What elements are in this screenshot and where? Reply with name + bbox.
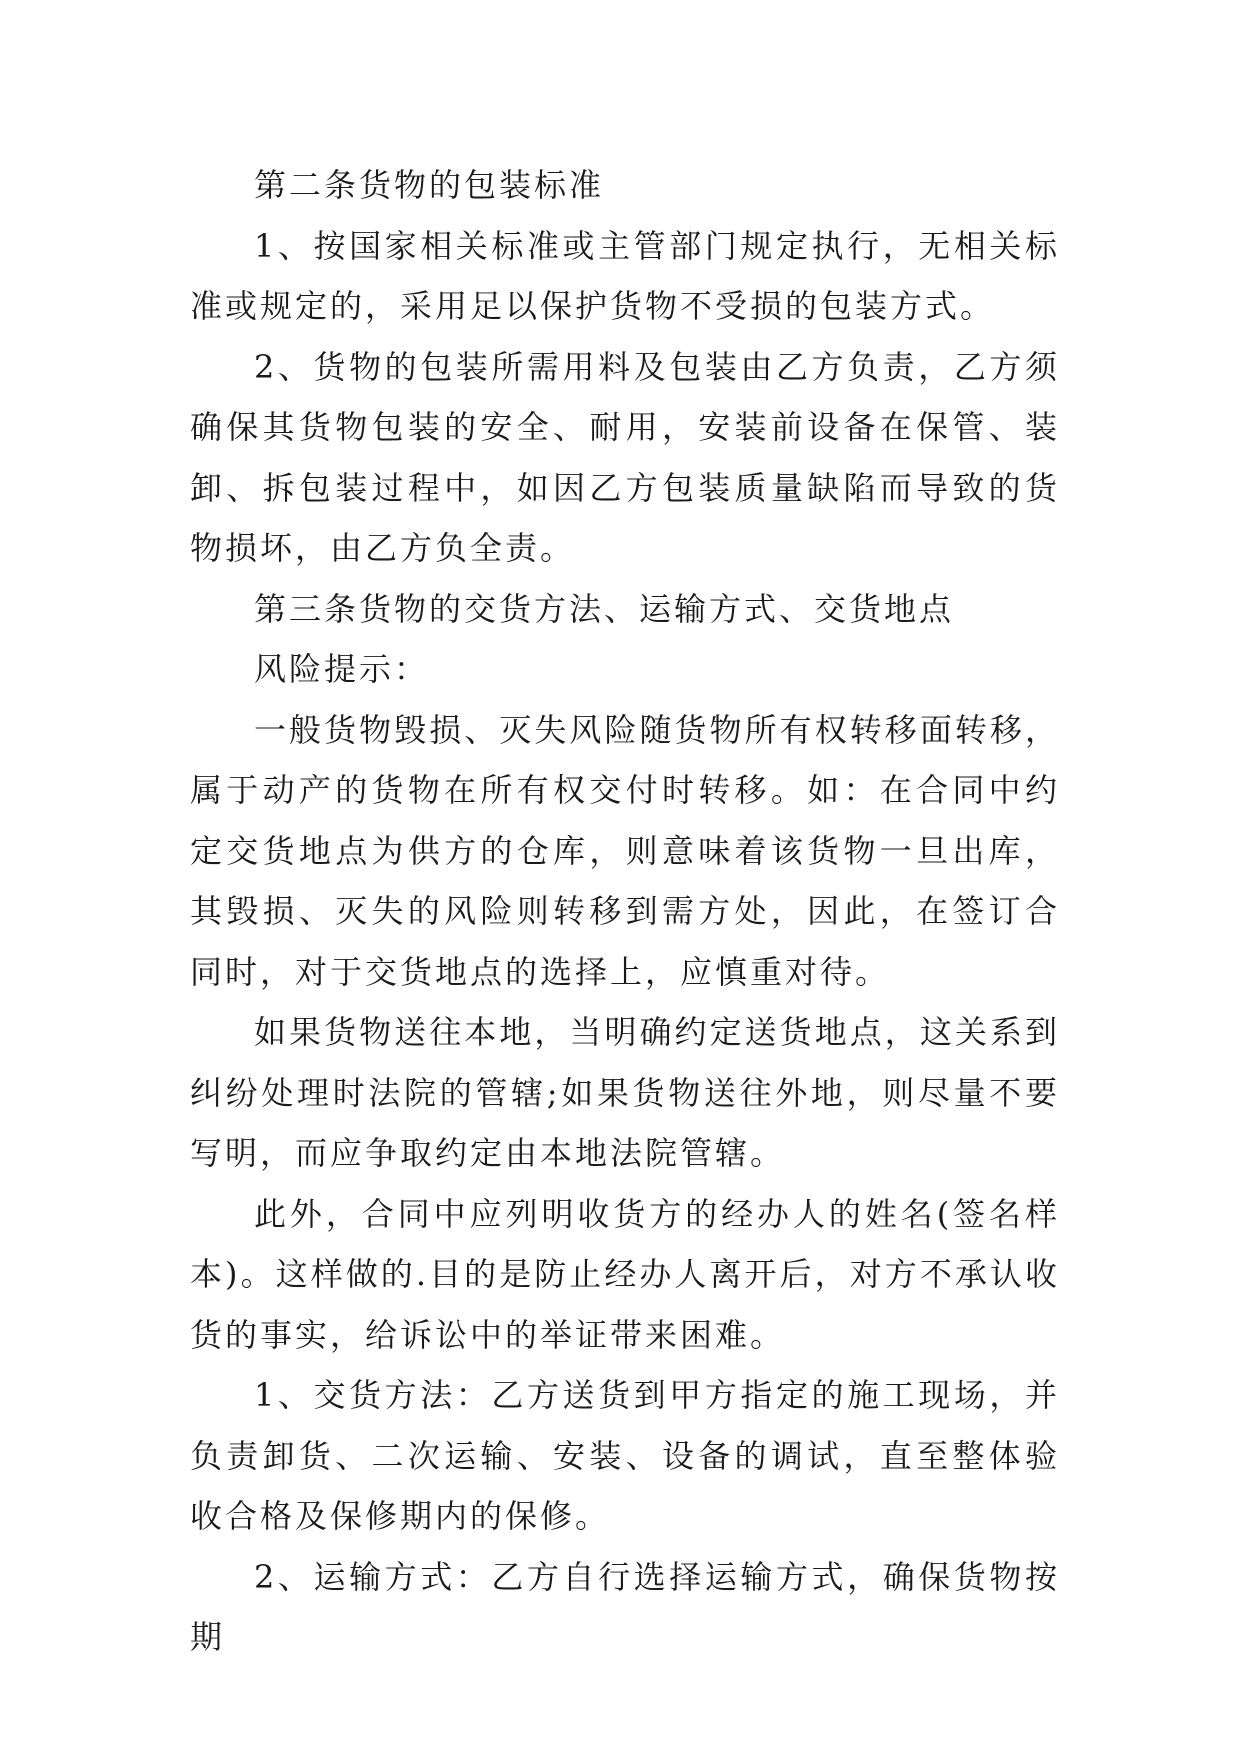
risk-notice-heading: 风险提示： xyxy=(254,650,430,688)
section-heading-delivery: 第三条货物的交货方法、运输方式、交货地点 xyxy=(254,589,955,628)
delivery-clause-1: 1、交货方法：乙方送货到甲方指定的施工现场，并负责卸货、二次运输、安装、设备的调试，直至整体验收合格及保修期内的保修。 xyxy=(190,1376,1060,1535)
section-heading-packaging: 第二条货物的包装标准 xyxy=(254,166,605,204)
packaging-clause-1: 1、按国家相关标准或主管部门规定执行，无相关标准或规定的，采用足以保护货物不受损的包装方式。 xyxy=(190,226,1060,325)
risk-notice-paragraph-2: 如果货物送往本地，当明确约定送货地点，这关系到纠纷处理时法院的管辖;如果货物送往外地，则尽量不要写明，而应争取约定由本地法院管辖。 xyxy=(190,1013,1060,1172)
document-body xyxy=(190,155,1060,1668)
risk-notice-paragraph-1: 一般货物毁损、灭失风险随货物所有权转移面转移，属于动产的货物在所有权交付时转移。如：在合同中约定交货地点为供方的仓库，则意味着该货物一旦出库，其毁损、灭失的风险则转移到需方处，因此，在签订合同时，对于交货地点的选择上，应慎重对待。 xyxy=(190,710,1060,991)
delivery-clause-2: 2、运输方式：乙方自行选择运输方式，确保货物按期 xyxy=(190,1557,1060,1656)
risk-notice-paragraph-3: 此外，合同中应列明收货方的经办人的姓名(签名样本)。这样做的.目的是防止经办人离开后，对方不承认收货的事实，给诉讼中的举证带来困难。 xyxy=(190,1194,1060,1354)
packaging-clause-2: 2、货物的包装所需用料及包装由乙方负责，乙方须确保其货物包装的安全、耐用，安装前设备在保管、装卸、拆包装过程中，如因乙方包装质量缺陷而导致的货物损坏，由乙方负全责。 xyxy=(190,347,1060,567)
